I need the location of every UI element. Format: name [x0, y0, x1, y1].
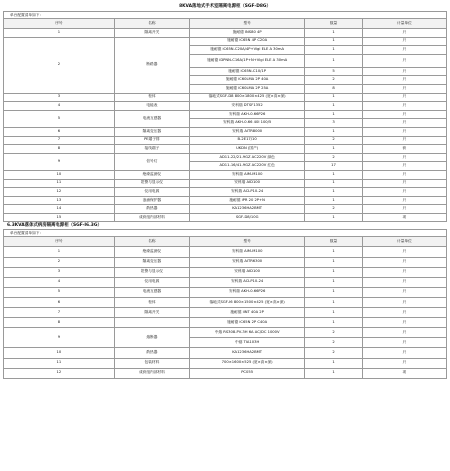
- cell-no: 1: [4, 247, 115, 257]
- cell-unit: 只: [362, 358, 446, 368]
- cell-unit: 只: [362, 287, 446, 297]
- cell-no: 6: [4, 297, 115, 307]
- cell-qty: 2: [305, 153, 363, 162]
- cell-no: 15: [4, 213, 115, 222]
- cell-qty: 1: [305, 267, 363, 277]
- cell-model: 中熔 TIA103H: [190, 338, 305, 348]
- cell-unit: 只: [362, 338, 446, 348]
- table-header-row: [4, 19, 447, 29]
- cell-unit: 只: [362, 54, 446, 67]
- header-qty: 数量: [305, 19, 363, 29]
- cell-model: 施耐德 iC65N-C20A/4P+Vigi ELE A 30mA: [190, 46, 305, 55]
- cell-qty: 8: [305, 84, 363, 93]
- cell-no: 13: [4, 196, 115, 205]
- cell-model: 安科瑞 AKH-0.66P26: [190, 287, 305, 297]
- cell-qty: 1: [305, 188, 363, 197]
- cell-qty: 1: [305, 145, 363, 154]
- table-row: [4, 145, 447, 154]
- table-row: [4, 267, 447, 277]
- cell-unit: 只: [362, 196, 446, 205]
- cell-name: 接线端子: [114, 145, 189, 154]
- table-row: [4, 127, 447, 136]
- table-row: [4, 188, 447, 197]
- cell-qty: 1: [305, 127, 363, 136]
- table-row: [4, 29, 447, 38]
- cell-unit: 只: [362, 308, 446, 318]
- cell-unit: 只: [362, 37, 446, 46]
- cell-qty: 1: [305, 213, 363, 222]
- table-row: [4, 287, 447, 297]
- cell-model: 落地式SGF-I6 800×1500×425 (宽×高×深): [190, 297, 305, 307]
- cell-no: 7: [4, 308, 115, 318]
- cell-unit: 只: [362, 162, 446, 171]
- table-row: [4, 297, 447, 307]
- header-no: 序号: [4, 19, 115, 29]
- cell-unit: 只: [362, 328, 446, 338]
- cell-model: 施耐德 iC65N 4P C20A: [190, 37, 305, 46]
- cell-qty: 1: [305, 358, 363, 368]
- cell-qty: 2: [305, 348, 363, 358]
- cell-qty: 1: [305, 179, 363, 188]
- table-row: [4, 328, 447, 338]
- cell-name: 断路器: [114, 37, 189, 93]
- cell-model: 施耐德 iC60LMA 2P 40A: [190, 76, 305, 85]
- cell-name: 报警与显示仪: [114, 267, 189, 277]
- cell-model: 安科瑞 ACLP10-24: [190, 188, 305, 197]
- table-row: [4, 205, 447, 214]
- cell-qty: 2: [305, 76, 363, 85]
- cell-no: 14: [4, 205, 115, 214]
- table-row: [4, 358, 447, 368]
- header-model: 型号: [190, 19, 305, 29]
- cell-unit: 只: [362, 29, 446, 38]
- header-unit: 计量单位: [362, 19, 446, 29]
- cell-qty: 3: [305, 119, 363, 128]
- cell-name: 报警与显示仪: [114, 179, 189, 188]
- section1-note: 单台配置清单如下：: [3, 11, 447, 18]
- cell-model: PC055: [190, 368, 305, 378]
- table-row: [4, 318, 447, 328]
- cell-model: 安科瑞 AIM-M100: [190, 247, 305, 257]
- cell-no: 3: [4, 267, 115, 277]
- cell-name: 隔离开关: [114, 308, 189, 318]
- cell-qty: 1: [305, 54, 363, 67]
- cell-name: 散热器: [114, 205, 189, 214]
- table-row: [4, 102, 447, 111]
- cell-no: 7: [4, 136, 115, 145]
- cell-unit: 只: [362, 188, 446, 197]
- cell-model: 安科瑞 AKH-0.66P26: [190, 110, 305, 119]
- cell-model: AD11-16/41-9GZ AC220V 红色: [190, 162, 305, 171]
- cell-name: 柜体: [114, 297, 189, 307]
- cell-unit: 项: [362, 368, 446, 378]
- cell-no: 4: [4, 277, 115, 287]
- cell-no: 1: [4, 29, 115, 38]
- cell-model: KA1236HA2BMT: [190, 205, 305, 214]
- cell-model: 施耐德 iC60LMA 2P 25A: [190, 84, 305, 93]
- table-row: [4, 179, 447, 188]
- cell-model: 安科瑞 AIM-M100: [190, 170, 305, 179]
- cell-qty: 2: [305, 328, 363, 338]
- cell-no: 12: [4, 188, 115, 197]
- cell-unit: 只: [362, 348, 446, 358]
- cell-qty: 1: [305, 318, 363, 328]
- cell-unit: 只: [362, 46, 446, 55]
- cell-no: 5: [4, 110, 115, 127]
- cell-qty: 1: [305, 110, 363, 119]
- cell-model: 落地式SGF-D8 800×1800×425 (宽×高×深): [190, 93, 305, 102]
- cell-qty: 1: [305, 93, 363, 102]
- cell-qty: 2: [305, 338, 363, 348]
- cell-model: 安科瑞 AITR6300: [190, 257, 305, 267]
- cell-unit: 只: [362, 67, 446, 76]
- cell-name: 隔离开关: [114, 29, 189, 38]
- cell-no: 10: [4, 348, 115, 358]
- cell-model: UKDN (国产): [190, 145, 305, 154]
- table-row: [4, 348, 447, 358]
- cell-unit: 只: [362, 76, 446, 85]
- cell-no: 11: [4, 358, 115, 368]
- cell-no: 3: [4, 93, 115, 102]
- table-row: [4, 257, 447, 267]
- cell-qty: 1: [305, 247, 363, 257]
- header-qty: 数量: [305, 237, 363, 247]
- cell-no: 9: [4, 153, 115, 170]
- cell-no: 12: [4, 368, 115, 378]
- table-row: [4, 213, 447, 222]
- cell-model: 施耐德 INS80 4P: [190, 29, 305, 38]
- cell-no: 4: [4, 102, 115, 111]
- cell-unit: 套: [362, 145, 446, 154]
- cell-name: 电流互感器: [114, 287, 189, 297]
- cell-no: 11: [4, 179, 115, 188]
- cell-qty: 1: [305, 368, 363, 378]
- cell-unit: 只: [362, 93, 446, 102]
- cell-name: 散热器: [114, 348, 189, 358]
- cell-qty: 1: [305, 277, 363, 287]
- cell-unit: 只: [362, 247, 446, 257]
- table-row: [4, 368, 447, 378]
- cell-name: 成套组内部材料: [114, 368, 189, 378]
- cell-model: 安科瑞 AITR8000: [190, 127, 305, 136]
- table-row: [4, 37, 447, 46]
- table-row: [4, 110, 447, 119]
- cell-name: 电能表: [114, 102, 189, 111]
- cell-qty: 2: [305, 205, 363, 214]
- cell-no: 6: [4, 127, 115, 136]
- cell-model: 安科瑞 ACLP10-24: [190, 277, 305, 287]
- cell-model: 施耐德 iC65N-C10/1P: [190, 67, 305, 76]
- cell-no: 10: [4, 170, 115, 179]
- cell-model: 施耐德 iINT 40A 2P: [190, 308, 305, 318]
- cell-name: 包装材料: [114, 358, 189, 368]
- cell-model: SGF-D8/10G: [190, 213, 305, 222]
- cell-unit: 只: [362, 277, 446, 287]
- cell-model: 700×1600×525 (宽×高×深): [190, 358, 305, 368]
- cell-unit: 只: [362, 205, 446, 214]
- document-page: [3, 3, 447, 379]
- cell-unit: 只: [362, 318, 446, 328]
- cell-no: 8: [4, 145, 115, 154]
- header-model: 型号: [190, 237, 305, 247]
- cell-unit: 只: [362, 119, 446, 128]
- header-unit: 计量单位: [362, 237, 446, 247]
- cell-qty: 1: [305, 102, 363, 111]
- cell-qty: 2: [305, 136, 363, 145]
- cell-model: 施耐德 iPR 20 2P+N: [190, 196, 305, 205]
- cell-model: 安科瑞 DTSF1352: [190, 102, 305, 111]
- cell-no: 2: [4, 257, 115, 267]
- section2-table: [3, 236, 447, 378]
- cell-qty: 1: [305, 257, 363, 267]
- cell-name: 熔断器: [114, 328, 189, 348]
- cell-qty: 17: [305, 162, 363, 171]
- cell-unit: 只: [362, 110, 446, 119]
- cell-unit: 只: [362, 102, 446, 111]
- table-row: [4, 308, 447, 318]
- cell-qty: 1: [305, 196, 363, 205]
- table-row: [4, 136, 447, 145]
- cell-unit: 只: [362, 170, 446, 179]
- cell-no: 9: [4, 328, 115, 348]
- table-row: [4, 170, 447, 179]
- cell-name: PE端子排: [114, 136, 189, 145]
- cell-name: 仪用电源: [114, 277, 189, 287]
- cell-name: 信号灯: [114, 153, 189, 170]
- cell-qty: 1: [305, 297, 363, 307]
- cell-name: 成套组内部材料: [114, 213, 189, 222]
- cell-qty: 1: [305, 308, 363, 318]
- cell-name: 绝缘监测仪: [114, 247, 189, 257]
- cell-no: 5: [4, 287, 115, 297]
- cell-qty: 1: [305, 29, 363, 38]
- cell-name: 隔离变压器: [114, 127, 189, 136]
- section1-title: 8KVA落地式手术室隔离电源柜（SGF-D8G）: [179, 4, 271, 9]
- header-no: 序号: [4, 237, 115, 247]
- table-header-row: [4, 237, 447, 247]
- cell-model: 中熔 RS308-PV-3H 6A AC/DC 1000V: [190, 328, 305, 338]
- cell-unit: 只: [362, 127, 446, 136]
- cell-unit: 项: [362, 213, 446, 222]
- cell-unit: 只: [362, 84, 446, 93]
- section2-note: 单台配置清单如下：: [3, 229, 447, 236]
- cell-unit: 只: [362, 257, 446, 267]
- section1-table: [3, 18, 447, 222]
- header-name: 名称: [114, 19, 189, 29]
- cell-unit: 只: [362, 136, 446, 145]
- cell-unit: 只: [362, 267, 446, 277]
- cell-qty: 1: [305, 287, 363, 297]
- cell-name: 浪涌保护器: [114, 196, 189, 205]
- cell-model: 施耐德 iDPNN-C16A/1P+N+Vigi ELE A 30mA: [190, 54, 305, 67]
- table-row: [4, 277, 447, 287]
- cell-model: 安科瑞 AID100: [190, 179, 305, 188]
- cell-unit: 只: [362, 153, 446, 162]
- table-row: [4, 153, 447, 162]
- table-row: [4, 93, 447, 102]
- cell-qty: 1: [305, 46, 363, 55]
- cell-model: 安科瑞 AID100: [190, 267, 305, 277]
- cell-name: [114, 318, 189, 328]
- cell-name: 仪用电源: [114, 188, 189, 197]
- cell-model: KA1236HA2BMT: [190, 348, 305, 358]
- cell-name: 电流互感器: [114, 110, 189, 127]
- cell-no: 2: [4, 37, 115, 93]
- cell-unit: 只: [362, 179, 446, 188]
- header-name: 名称: [114, 237, 189, 247]
- cell-qty: 1: [305, 170, 363, 179]
- cell-name: 绝缘监测仪: [114, 170, 189, 179]
- table-row: [4, 247, 447, 257]
- cell-name: 隔离变压器: [114, 257, 189, 267]
- cell-model: 安科瑞 AKH-0.66 40I 100/5: [190, 119, 305, 128]
- cell-unit: 只: [362, 297, 446, 307]
- cell-model: B-2E17/10: [190, 136, 305, 145]
- cell-no: 8: [4, 318, 115, 328]
- cell-model: 施耐德 iC65N 2P C40A: [190, 318, 305, 328]
- cell-qty: 5: [305, 67, 363, 76]
- cell-qty: 1: [305, 37, 363, 46]
- cell-model: AD11-22/21-9GZ AC220V 绿色: [190, 153, 305, 162]
- section2-title: 6.3KVA落体式病房隔离电源柜（SGF-I6.3G）: [7, 223, 102, 229]
- cell-name: 柜体: [114, 93, 189, 102]
- table-row: [4, 196, 447, 205]
